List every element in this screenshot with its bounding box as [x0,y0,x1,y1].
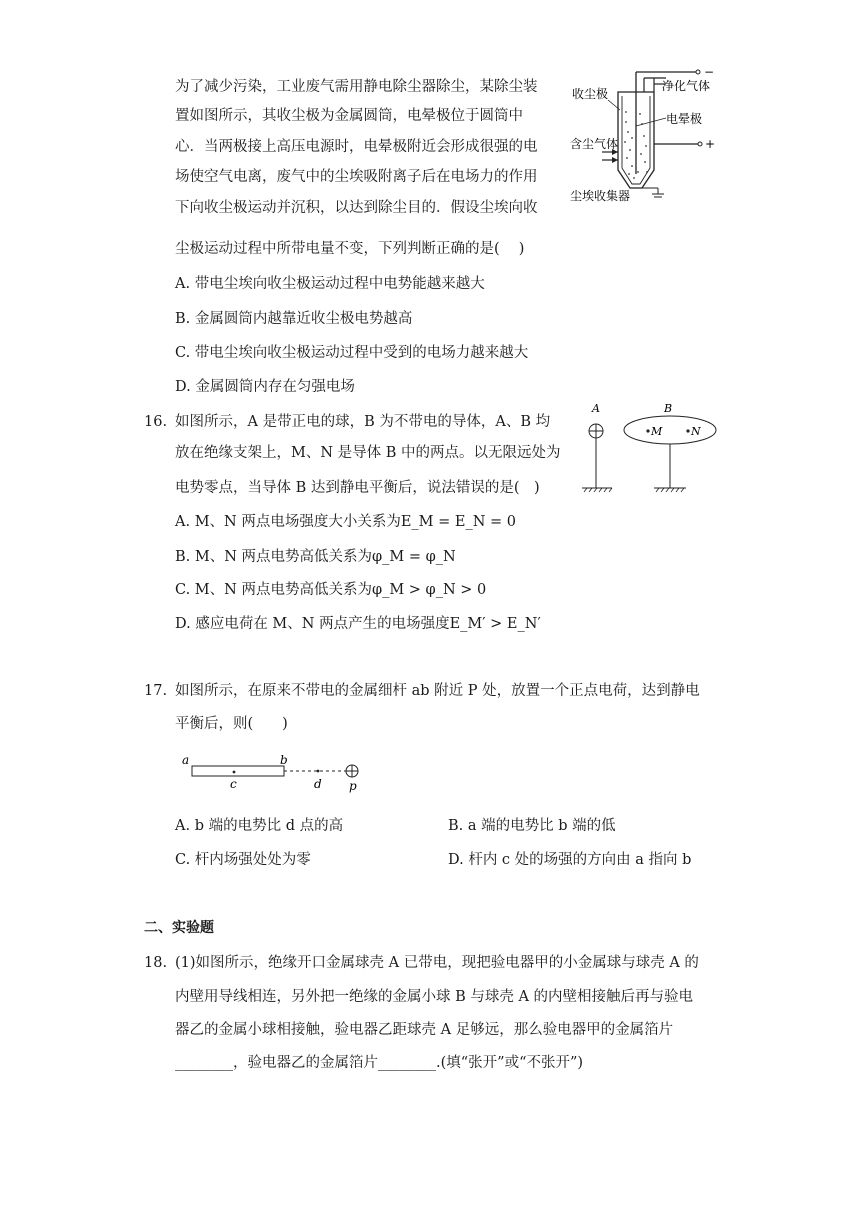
fig16-label-b: B [664,402,673,415]
q17-stem-line: 平衡后，则( ) [175,716,288,732]
q17-stem-line: 如图所示，在原来不带电的金属细杆 ab 附近 P 处，放置一个正点电荷，达到静电 [175,683,700,699]
q18-stem-line: 器乙的金属小球相接触，验电器乙距球壳 A 足够远，那么验电器甲的金属箔片 [175,1022,674,1038]
q15-option-b: B. 金属圆筒内越靠近收尘极电势越高 [175,311,413,327]
q15-option-a: A. 带电尘埃向收尘极运动过程中电势能越来越大 [175,276,485,292]
fig17-label-p: p [349,779,357,793]
q16-option-c: C. M、N 两点电势高低关系为φ_M > φ_N > 0 [175,582,487,598]
q16-option-a: A. M、N 两点电场强度大小关系为E_M = E_N = 0 [175,514,516,530]
fig17-label-b: b [280,753,288,767]
q16-stem-line: 如图所示，A 是带正电的球，B 为不带电的导体，A、B 均 [175,414,551,430]
fig17-label-c: c [230,777,237,791]
label-corona: 电晕极 [666,112,703,126]
metal-rod [192,766,284,776]
q18-stem-line: (1)如图所示，绝缘开口金属球壳 A 已带电，现把验电器甲的小金属球与球壳 A 的 [175,955,699,971]
q17-option-a: A. b 端的电势比 d 点的高 [175,818,344,834]
q18-stem-line: ________，验电器乙的金属箔片________.(填“张开”或“不张开”) [175,1055,584,1071]
conductor-figure [578,400,728,498]
q15-stem-line: 下向收尘极运动并沉积，以达到除尘目的．假设尘埃向收 [175,200,538,216]
label-minus: − [704,65,715,79]
q16-option-b: B. M、N 两点电势高低关系为φ_M = φ_N [175,549,456,565]
conductor-b [624,416,716,444]
q18-stem-line: 内壁用导线相连，另外把一绝缘的金属小球 B 与球壳 A 的内壁相接触后再与验电 [175,989,694,1005]
q16-option-d: D. 感应电荷在 M、N 两点产生的电场强度E_M′ > E_N′ [175,616,541,632]
q15-stem-line: 尘极运动过程中所带电量不变，下列判断正确的是( ) [175,241,525,257]
rod-figure [176,748,366,796]
label-dust-collector: 尘埃收集器 [570,189,631,203]
q15-option-c: C. 带电尘埃向收尘极运动过程中受到的电场力越来越大 [175,345,529,361]
fig16-label-n: N [691,425,701,438]
fig17-label-a: a [182,753,190,767]
q17-option-d: D. 杆内 c 处的场强的方向由 a 指向 b [448,852,692,868]
fig16-label-m: M [651,425,663,438]
q16-stem-line: 放在绝缘支架上，M、N 是导体 B 中的两点。以无限远处为 [175,445,561,461]
section-title: 二、实验题 [144,920,214,936]
q16-number: 16. [144,414,168,430]
q17-option-b: B. a 端的电势比 b 端的低 [448,818,616,834]
q15-stem-line: 置如图所示，其收尘极为金属圆筒，电晕极位于圆筒中 [175,108,523,124]
point-n [686,429,689,432]
q15-stem-line: 场使空气电离，废气中的尘埃吸附离子后在电场力的作用 [175,169,538,185]
q15-stem-line: 心．当两极接上高压电源时，电晕极附近会形成很强的电 [175,139,538,155]
q15-stem-line: 为了减少污染，工业废气需用静电除尘器除尘，某除尘装 [175,79,538,95]
q17-option-c: C. 杆内场强处处为零 [175,852,311,868]
q17-number: 17. [144,683,168,699]
point-c [233,771,236,774]
q16-stem-line: 电势零点，当导体 B 达到静电平衡后，说法错误的是( ) [175,480,540,496]
point-d [317,770,320,773]
label-plus: + [705,137,716,151]
label-clean-gas: 净化气体 [662,79,711,93]
precipitator-figure [566,62,726,208]
label-collector: 收尘极 [572,87,609,101]
q18-number: 18. [144,955,168,971]
fig16-label-a: A [592,402,600,415]
point-m [646,429,649,432]
fig17-label-d: d [314,777,322,791]
label-dusty-gas: 含尘气体 [570,137,619,151]
q15-option-d: D. 金属圆筒内存在匀强电场 [175,379,355,395]
